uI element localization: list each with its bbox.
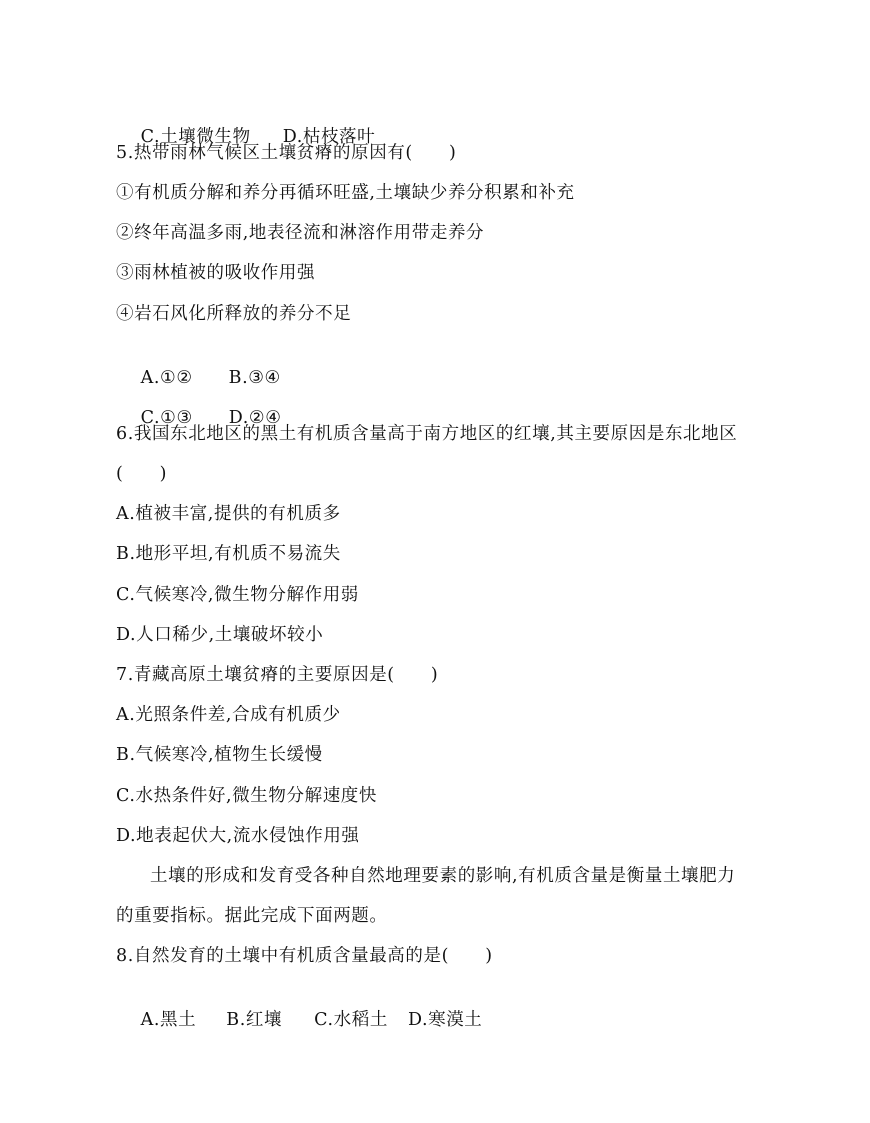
q4-option-c: C.土壤微生物 [140,127,251,147]
q8-options [116,984,482,1056]
q5-stem: 5.热带雨林气候区土壤贫瘠的原因有( ) [116,143,457,163]
q5-item-4: ④岩石风化所释放的养分不足 [116,304,352,324]
q6-option-a: A.植被丰富,提供的有机质多 [116,504,341,524]
q5-item-3: ③雨林植被的吸收作用强 [116,263,316,283]
q5-option-c: C.①③ [140,408,193,428]
passage-line1: 土壤的形成和发育受各种自然地理要素的影响,有机质含量是衡量土壤肥力 [150,866,736,886]
q7-option-d: D.地表起伏大,流水侵蚀作用强 [116,826,360,846]
q5-item-1: ①有机质分解和养分再循环旺盛,土壤缺少养分积累和补充 [116,183,575,203]
q8-option-d: D.寒漠土 [407,1010,483,1030]
q5-option-d: D.②④ [228,408,282,428]
q6-option-c: C.气候寒冷,微生物分解作用弱 [116,585,359,605]
q6-stem-line2: ( ) [116,464,168,484]
q6-stem-line1: 6.我国东北地区的黑土有机质含量高于南方地区的红壤,其主要原因是东北地区 [116,424,738,444]
q6-option-d: D.人口稀少,土壤破坏较小 [116,625,324,645]
q7-option-b: B.气候寒冷,植物生长缓慢 [116,745,323,765]
q7-option-a: A.光照条件差,合成有机质少 [116,705,341,725]
q5-option-b: B.③④ [228,368,281,388]
q8-option-b: B.红壤 [226,1010,283,1030]
q8-stem: 8.自然发育的土壤中有机质含量最高的是( ) [116,946,493,966]
q5-option-a: A.①② [140,368,193,388]
passage-line2: 的重要指标。据此完成下面两题。 [116,906,388,926]
q8-option-a: A.黑土 [140,1010,197,1030]
q6-option-b: B.地形平坦,有机质不易流失 [116,544,341,564]
q7-option-c: C.水热条件好,微生物分解速度快 [116,786,377,806]
q7-stem: 7.青藏高原土壤贫瘠的主要原因是( ) [116,665,439,685]
q5-item-2: ②终年高温多雨,地表径流和淋溶作用带走养分 [116,223,485,243]
q4-option-d: D.枯枝落叶 [282,127,376,147]
q8-option-c: C.水稻土 [314,1010,388,1030]
